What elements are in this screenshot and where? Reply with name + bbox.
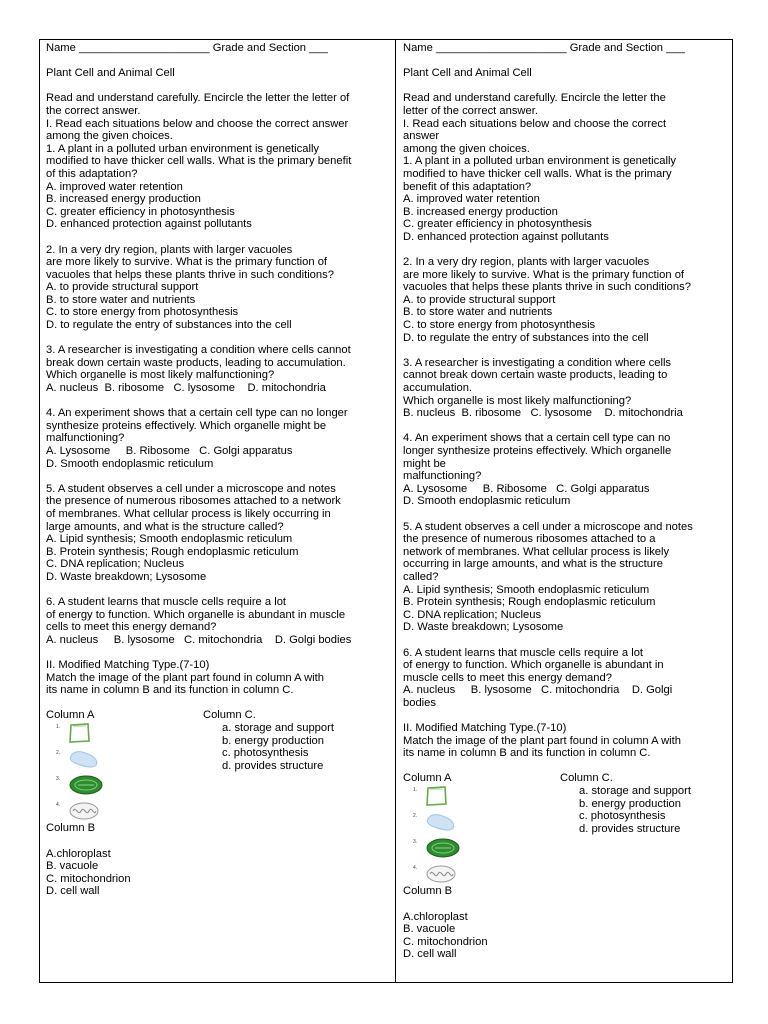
text-line: of membranes. What cellular process is likely occurring in bbox=[46, 507, 331, 520]
text-line: modified to have thicker cell walls. What is the primary bbox=[403, 167, 672, 180]
text-line: called? bbox=[403, 570, 439, 583]
text-line: the presence of numerous ribosomes attached to a network bbox=[46, 495, 341, 508]
text-line: D. enhanced protection against pollutants bbox=[403, 230, 609, 243]
function-b: b. energy production bbox=[222, 734, 324, 747]
text-line: muscle cells to meet this energy demand? bbox=[403, 671, 612, 684]
text-line: I. Read each situations below and choose the correct bbox=[403, 117, 667, 130]
text-line: A. improved water retention bbox=[403, 193, 540, 206]
text-line: B. increased energy production bbox=[46, 193, 201, 206]
cell-wall-icon bbox=[68, 722, 92, 744]
column-a-images bbox=[413, 785, 483, 889]
intro-block bbox=[403, 92, 731, 243]
text-line: 4. An experiment shows that a certain cell type can no longer bbox=[46, 407, 348, 420]
worksheet-sheet bbox=[39, 39, 733, 983]
vacuole-icon bbox=[425, 811, 457, 833]
column-b-heading: Column B bbox=[46, 822, 96, 835]
image-row-4 bbox=[413, 863, 483, 889]
text-line: bodies bbox=[403, 696, 436, 709]
text-line: accumulation. bbox=[403, 382, 473, 395]
question-4 bbox=[46, 407, 391, 470]
column-b bbox=[403, 885, 731, 961]
column-a-heading: Column A bbox=[403, 772, 452, 785]
worksheet-title: Plant Cell and Animal Cell bbox=[403, 67, 532, 80]
text-line: 3. A researcher is investigating a condition where cells bbox=[403, 356, 672, 369]
cell-wall-icon bbox=[425, 785, 449, 807]
text-line: malfunctioning? bbox=[403, 470, 482, 483]
text-line: D. Smooth endoplasmic reticulum bbox=[46, 457, 214, 470]
text-line: D. Waste breakdown; Lysosome bbox=[403, 621, 564, 634]
column-c-heading: Column C. bbox=[560, 772, 613, 785]
text-line: B. to store water and nutrients bbox=[46, 293, 196, 306]
text-line: among the given choices. bbox=[403, 142, 530, 155]
question-6 bbox=[403, 647, 731, 710]
text-line: D. Smooth endoplasmic reticulum bbox=[403, 495, 571, 508]
text-line: 2. In a very dry region, plants with larger vacuoles bbox=[46, 243, 293, 256]
question-3 bbox=[403, 357, 731, 420]
text-line: B. increased energy production bbox=[403, 205, 558, 218]
image-number: 4. bbox=[413, 865, 418, 872]
text-line: Which organelle is most likely malfunctioning? bbox=[403, 394, 632, 407]
chloroplast-icon bbox=[425, 837, 461, 859]
name-b: B. vacuole bbox=[46, 860, 99, 873]
question-2 bbox=[46, 244, 391, 332]
text-line: vacuoles that helps these plants thrive in such conditions? bbox=[46, 268, 334, 281]
text-line: might be bbox=[403, 457, 446, 470]
column-a-heading: Column A bbox=[46, 709, 95, 722]
text-line: A. to provide structural support bbox=[46, 281, 199, 294]
part-2-heading bbox=[46, 659, 391, 697]
text-line: B. to store water and nutrients bbox=[403, 306, 553, 319]
image-row-2 bbox=[56, 748, 126, 774]
text-line: 1. A plant in a polluted urban environment is genetically bbox=[46, 142, 320, 155]
image-number: 1. bbox=[56, 724, 61, 731]
text-line: answer bbox=[403, 130, 440, 143]
text-line: Match the image of the plant part found in column A with bbox=[46, 671, 324, 684]
name-line bbox=[403, 42, 731, 55]
function-c: c. photosynthesis bbox=[222, 747, 309, 760]
name-c: C. mitochondrion bbox=[403, 935, 488, 948]
text-line: II. Modified Matching Type.(7-10) bbox=[46, 659, 210, 672]
question-6 bbox=[46, 596, 391, 646]
text-line: 6. A student learns that muscle cells require a lot bbox=[46, 596, 287, 609]
mitochondrion-icon bbox=[425, 863, 457, 885]
text-line: are more likely to survive. What is the primary function of bbox=[403, 268, 685, 281]
question-4 bbox=[403, 432, 731, 508]
image-number: 3. bbox=[413, 839, 418, 846]
image-row-3 bbox=[56, 774, 126, 800]
text-line: 2. In a very dry region, plants with larger vacuoles bbox=[403, 256, 650, 269]
name-grade-line: Name _____________________ Grade and Section ___ bbox=[46, 42, 328, 54]
image-row-4 bbox=[56, 800, 126, 826]
vacuole-icon bbox=[68, 748, 100, 770]
text-line: C. greater efficiency in photosynthesis bbox=[403, 218, 592, 231]
function-a: a. storage and support bbox=[222, 722, 334, 735]
name-d: D. cell wall bbox=[46, 885, 100, 898]
text-line: A. Lipid synthesis; Smooth endoplasmic reticulum bbox=[403, 583, 650, 596]
text-line: cannot break down certain waste products, leading to bbox=[403, 369, 668, 382]
text-line: among the given choices. bbox=[46, 130, 173, 143]
column-c-heading: Column C. bbox=[203, 709, 256, 722]
text-line: I. Read each situations below and choose the correct answer bbox=[46, 117, 349, 130]
question-2 bbox=[403, 256, 731, 344]
text-line: synthesize proteins effectively. Which organelle might be bbox=[46, 419, 327, 432]
image-number: 4. bbox=[56, 802, 61, 809]
text-line: A. nucleus B. ribosome C. lysosome D. mitochondria bbox=[46, 382, 326, 395]
name-line bbox=[46, 42, 391, 55]
text-line: benefit of this adaptation? bbox=[403, 180, 532, 193]
text-line: Match the image of the plant part found in column A with bbox=[403, 734, 681, 747]
text-line: large amounts, and what is the structure called? bbox=[46, 520, 284, 533]
name-c: C. mitochondrion bbox=[46, 872, 131, 885]
image-number: 2. bbox=[56, 750, 61, 757]
text-line: 3. A researcher is investigating a condition where cells cannot bbox=[46, 344, 351, 357]
text-line: its name in column B and its function in column C. bbox=[46, 684, 294, 697]
text-line: A. Lysosome B. Ribosome C. Golgi apparatus bbox=[46, 445, 293, 457]
text-line: modified to have thicker cell walls. What is the primary benefit bbox=[46, 155, 352, 168]
text-line: cells to meet this energy demand? bbox=[46, 621, 217, 634]
left-copy bbox=[46, 40, 391, 898]
text-line: B. Protein synthesis; Rough endoplasmic reticulum bbox=[403, 596, 656, 609]
chloroplast-icon bbox=[68, 774, 104, 796]
text-line: Which organelle is most likely malfunctioning? bbox=[46, 369, 275, 382]
text-line: C. to store energy from photosynthesis bbox=[403, 319, 596, 332]
column-b bbox=[46, 822, 391, 898]
part-2-heading bbox=[403, 722, 731, 760]
text-line: 1. A plant in a polluted urban environment is genetically bbox=[403, 155, 677, 168]
worksheet-title: Plant Cell and Animal Cell bbox=[46, 67, 175, 80]
column-divider bbox=[395, 40, 396, 982]
right-copy bbox=[403, 40, 731, 961]
function-d: d. provides structure bbox=[222, 759, 324, 772]
text-line: D. enhanced protection against pollutants bbox=[46, 218, 252, 231]
name-grade-line: Name _____________________ Grade and Section ___ bbox=[403, 42, 685, 54]
image-row-3 bbox=[413, 837, 483, 863]
text-line: A. to provide structural support bbox=[403, 293, 556, 306]
text-line: 4. An experiment shows that a certain cell type can no bbox=[403, 432, 671, 445]
image-row-1 bbox=[413, 785, 483, 811]
text-line: are more likely to survive. What is the primary function of bbox=[46, 256, 328, 269]
text-line: occurring in large amounts, and what is the structure bbox=[403, 558, 663, 571]
text-line: D. Waste breakdown; Lysosome bbox=[46, 570, 207, 583]
function-b: b. energy production bbox=[579, 797, 681, 810]
text-line: C. greater efficiency in photosynthesis bbox=[46, 205, 235, 218]
function-c: c. photosynthesis bbox=[579, 810, 666, 823]
text-line: its name in column B and its function in column C. bbox=[403, 747, 651, 760]
text-line: Read and understand carefully. Encircle the letter the bbox=[403, 92, 666, 105]
text-line: of this adaptation? bbox=[46, 167, 138, 180]
matching-section bbox=[46, 709, 391, 822]
image-number: 2. bbox=[413, 813, 418, 820]
text-line: A. improved water retention bbox=[46, 180, 183, 193]
text-line: network of membranes. What cellular process is likely bbox=[403, 545, 670, 558]
function-d: d. provides structure bbox=[579, 822, 681, 835]
text-line: vacuoles that helps these plants thrive in such conditions? bbox=[403, 281, 691, 294]
text-line: 5. A student observes a cell under a microscope and notes bbox=[46, 482, 336, 495]
column-c bbox=[560, 772, 691, 835]
text-line: of energy to function. Which organelle is abundant in bbox=[403, 659, 664, 672]
text-line: the correct answer. bbox=[46, 104, 141, 117]
text-line: A. nucleus B. lysosome C. mitochondria D. Golgi bbox=[403, 684, 673, 697]
image-number: 3. bbox=[56, 776, 61, 783]
text-line: B. Protein synthesis; Rough endoplasmic reticulum bbox=[46, 545, 299, 558]
column-c bbox=[203, 709, 334, 772]
text-line: A. Lipid synthesis; Smooth endoplasmic reticulum bbox=[46, 533, 293, 546]
name-a: A.chloroplast bbox=[403, 910, 468, 923]
intro-block bbox=[46, 92, 391, 231]
question-3 bbox=[46, 344, 391, 394]
text-line: C. DNA replication; Nucleus bbox=[403, 608, 542, 621]
column-b-heading: Column B bbox=[403, 885, 453, 898]
question-5 bbox=[403, 521, 731, 634]
text-line: A. nucleus B. lysosome C. mitochondria D. Golgi bodies bbox=[46, 633, 352, 646]
text-line: letter of the correct answer. bbox=[403, 104, 538, 117]
mitochondrion-icon bbox=[68, 800, 100, 822]
matching-section bbox=[403, 772, 731, 885]
name-a: A.chloroplast bbox=[46, 847, 111, 860]
text-line: the presence of numerous ribosomes attached to a bbox=[403, 533, 656, 546]
text-line: 5. A student observes a cell under a microscope and notes bbox=[403, 520, 693, 533]
column-a-images bbox=[56, 722, 126, 826]
text-line: D. to regulate the entry of substances into the cell bbox=[403, 331, 649, 344]
text-line: II. Modified Matching Type.(7-10) bbox=[403, 722, 567, 735]
text-line: C. DNA replication; Nucleus bbox=[46, 558, 185, 571]
text-line: 6. A student learns that muscle cells require a lot bbox=[403, 646, 644, 659]
text-line: malfunctioning? bbox=[46, 432, 125, 445]
name-b: B. vacuole bbox=[403, 923, 456, 936]
text-line: A. Lysosome B. Ribosome C. Golgi apparatus bbox=[403, 482, 650, 495]
text-line: D. to regulate the entry of substances into the cell bbox=[46, 319, 292, 332]
text-line: of energy to function. Which organelle is abundant in muscle bbox=[46, 608, 346, 621]
text-line: Read and understand carefully. Encircle the letter the letter of bbox=[46, 92, 350, 105]
text-line: longer synthesize proteins effectively. Which organelle bbox=[403, 445, 672, 457]
text-line: C. to store energy from photosynthesis bbox=[46, 306, 239, 319]
text-line: B. nucleus B. ribosome C. lysosome D. mitochondria bbox=[403, 407, 683, 420]
image-number: 1. bbox=[413, 787, 418, 794]
text-line: break down certain waste products, leading to accumulation. bbox=[46, 356, 346, 369]
image-row-1 bbox=[56, 722, 126, 748]
question-5 bbox=[46, 483, 391, 584]
function-a: a. storage and support bbox=[579, 785, 691, 798]
name-d: D. cell wall bbox=[403, 948, 457, 961]
image-row-2 bbox=[413, 811, 483, 837]
